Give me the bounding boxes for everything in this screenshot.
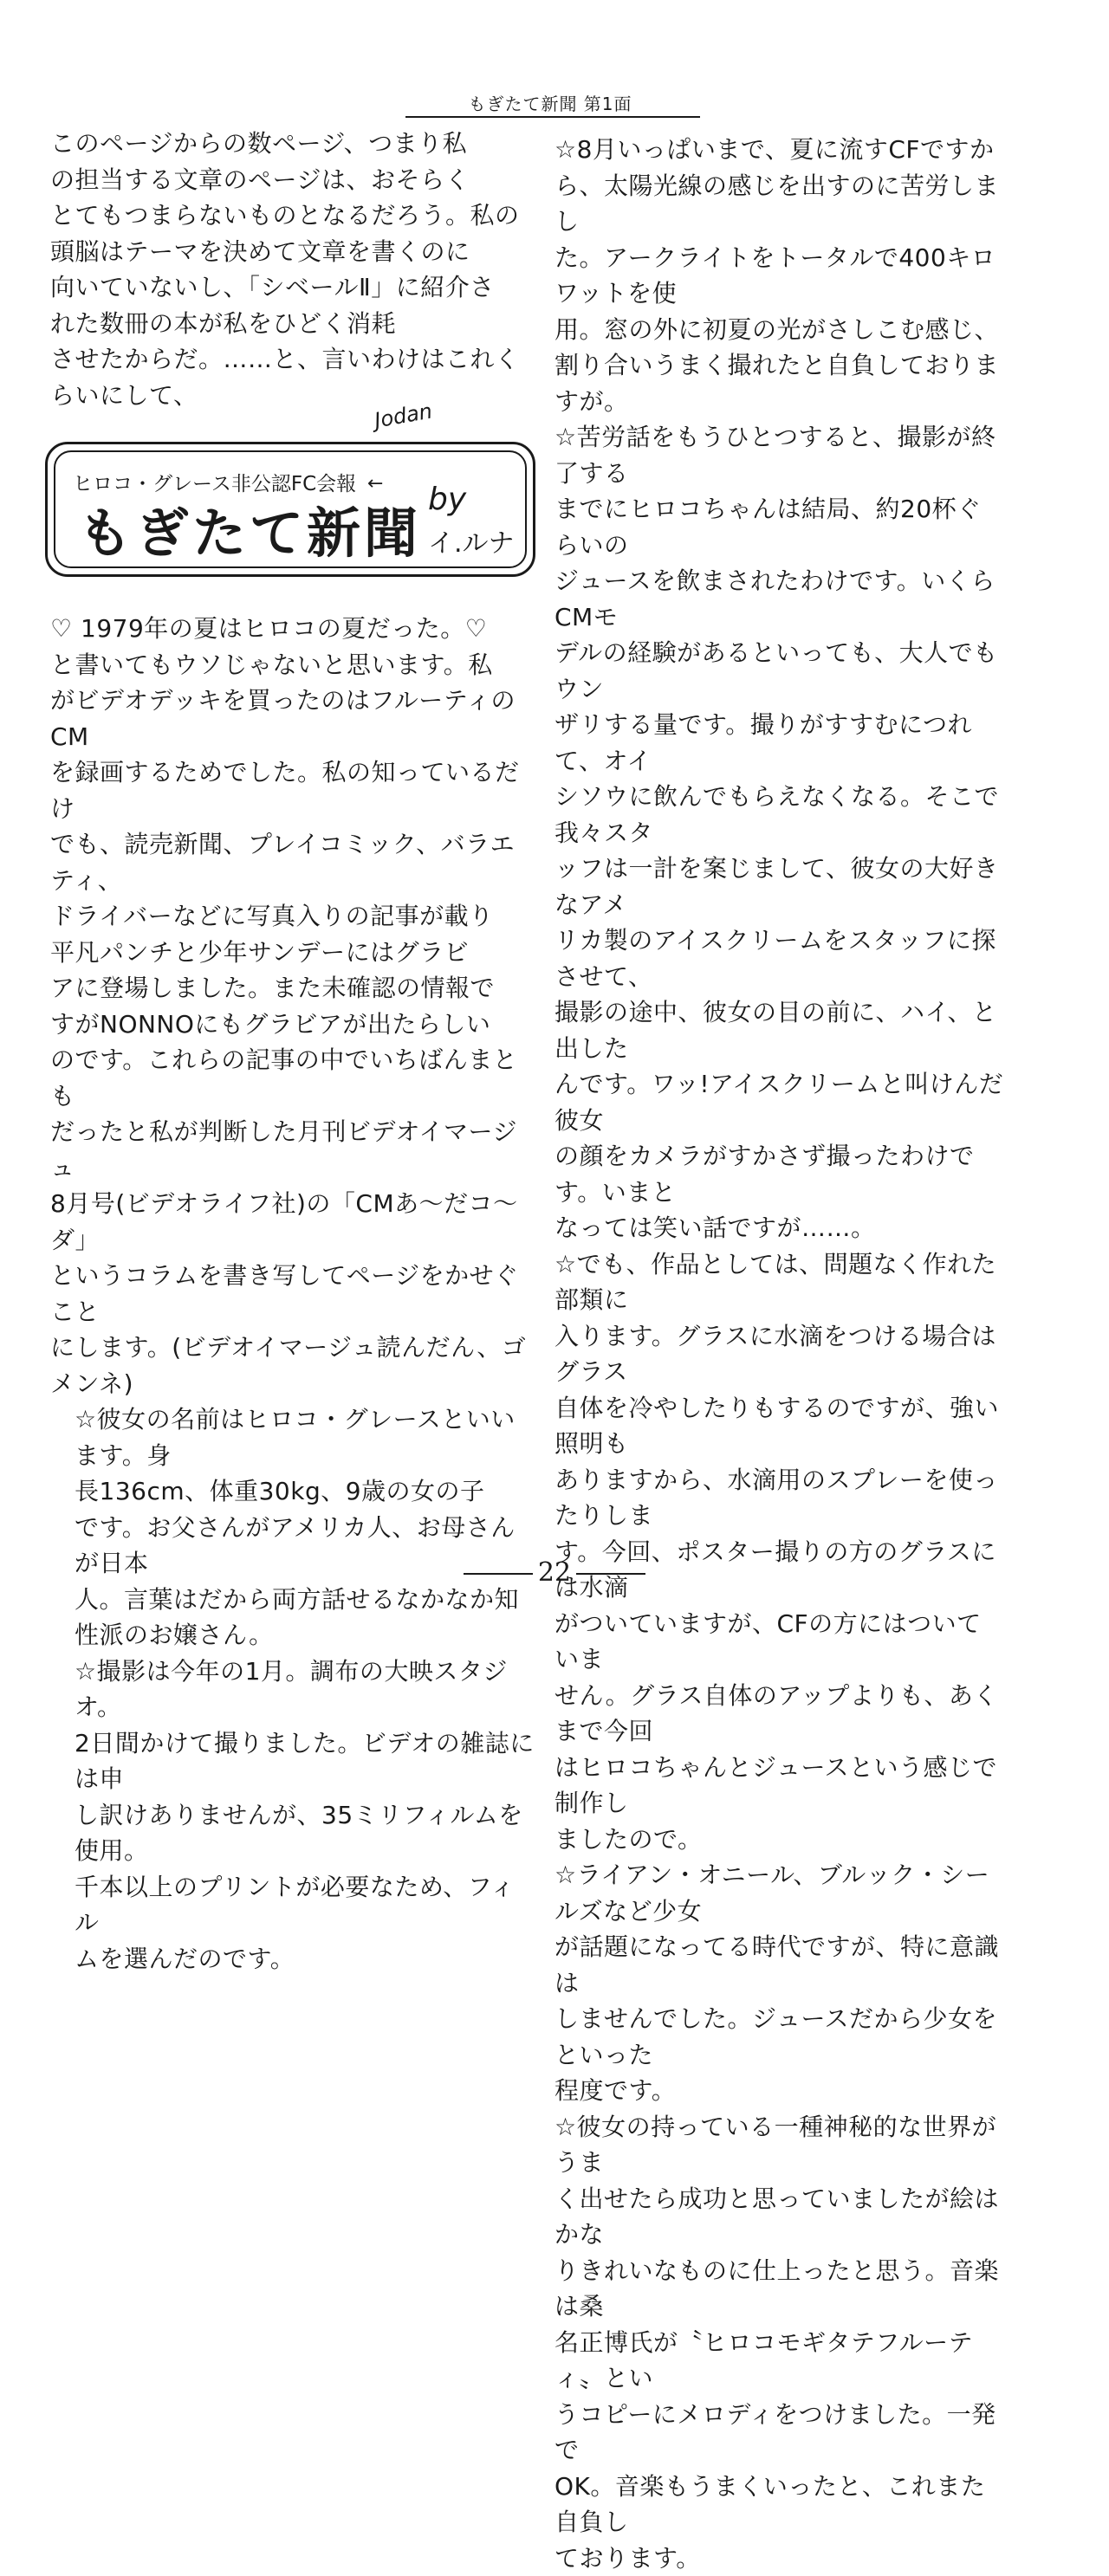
page-number: 22: [538, 1557, 571, 1588]
left-intro-text: [50, 126, 535, 413]
text-line: 程度です。: [554, 2073, 1005, 2109]
text-line: 向いていないし、「シベールⅡ」に紹介さ: [50, 269, 535, 306]
text-line: のです。これらの記事の中でいちばんまとも: [50, 1042, 535, 1114]
byline-by: by: [428, 482, 466, 517]
text-line: でも、読売新聞、プレイコミック、バラエティ、: [50, 826, 535, 898]
text-line: ましたので。: [554, 1822, 1005, 1858]
text-line: せん。グラス自体のアップよりも、あくまで今回: [554, 1678, 1005, 1750]
text-line: と書いてもウソじゃないと思います。私: [50, 647, 535, 683]
text-line: すがNONNOにもグラビアが出たらしい: [50, 1006, 535, 1043]
byline-author: イ.ルナ: [428, 521, 515, 560]
text-line: アに登場しました。また未確認の情報で: [50, 970, 535, 1006]
text-line: はヒロコちゃんとジュースという感じで制作し: [554, 1750, 1005, 1822]
text-line: ☆ライアン・オニール、ブルック・シールズなど少女: [554, 1857, 1005, 1929]
text-line: というコラムを書き写してページをかせぐこと: [50, 1258, 535, 1330]
text-line: を録画するためでした。私の知っているだけ: [50, 754, 535, 826]
text-line: 割り合いうまく撮れたと自負しておりますが。: [554, 347, 1005, 419]
footer-dash-left: [464, 1573, 533, 1575]
text-line: がついていますが、CFの方にはついていま: [554, 1606, 1005, 1678]
text-line: デルの経験があるといっても、大人でもウン: [554, 635, 1005, 707]
text-line: シソウに飲んでもらえなくなる。そこで我々スタ: [554, 779, 1005, 851]
right-column-text: [554, 132, 1005, 2576]
text-line: ☆8月いっぱいまで、夏に流すCFですか: [554, 132, 1005, 168]
text-line: までにヒロコちゃんは結局、約20杯ぐらいの: [554, 491, 1005, 563]
page-header: もぎたて新聞 第1面: [399, 90, 702, 115]
footer-dash-right: [576, 1573, 645, 1575]
text-line: 平凡パンチと少年サンデーにはグラビ: [50, 935, 535, 971]
text-line: し訳けありませんが、35ミリフィルムを使用。: [75, 1797, 535, 1869]
handwritten-annotation: Jodan: [373, 398, 434, 432]
text-line: 頭脳はテーマを決めて文章を書くのに: [50, 234, 535, 270]
newsletter-subtitle: ヒロコ・グレース非公認FC会報: [73, 468, 356, 496]
text-line: た。アークライトをトータルで400キロワットを使: [554, 240, 1005, 312]
text-line: 8月号(ビデオライフ社)の「CMあ～だコ～ダ」: [50, 1186, 535, 1258]
text-line: ジュースを飲まされたわけです。いくらCMモ: [554, 563, 1005, 635]
text-line: ☆彼女の名前はヒロコ・グレースといいます。身: [75, 1401, 535, 1473]
text-line: しませんでした。ジュースだから少女をといった: [554, 2001, 1005, 2073]
header-underline: [405, 116, 700, 118]
text-line: 名正博氏が〝ヒロコモギタテフルーティ〟とい: [554, 2325, 1005, 2397]
text-line: 人。言葉はだから両方話せるなかなか知: [75, 1582, 535, 1618]
text-line: だったと私が判断した月刊ビデオイマージュ: [50, 1114, 535, 1186]
text-line: らいにして、: [50, 378, 535, 414]
text-line: りきれいなものに仕上ったと思う。音楽は桑: [554, 2253, 1005, 2325]
text-line: の担当する文章のページは、おそらく: [50, 162, 535, 198]
text-line: 入ります。グラスに水滴をつける場合はグラス: [554, 1318, 1005, 1390]
text-line: ☆撮影は今年の1月。調布の大映スタジオ。: [75, 1654, 535, 1725]
text-line: 自体を冷やしたりもするのですが、強い照明も: [554, 1390, 1005, 1462]
text-line: 性派のお嬢さん。: [75, 1617, 535, 1654]
text-line: ております。: [554, 2540, 1005, 2576]
text-line: ☆苦労話をもうひとつすると、撮影が終了する: [554, 419, 1005, 491]
text-line: の顔をカメラがすかさず撮ったわけです。いまと: [554, 1138, 1005, 1210]
text-line: ☆でも、作品としては、問題なく作れた部類に: [554, 1246, 1005, 1318]
text-line: す。今回、ポスター撮りの方のグラスには水滴: [554, 1534, 1005, 1606]
text-line: OK。音楽もうまくいったと、これまた自負し: [554, 2469, 1005, 2540]
text-line: このページからの数ページ、つまり私: [50, 126, 535, 162]
left-body-text: [50, 611, 535, 1977]
text-line: 撮影の途中、彼女の目の前に、ハイ、と出した: [554, 994, 1005, 1066]
text-line: 2日間かけて撮りました。ビデオの雑誌には申: [75, 1725, 535, 1797]
text-line: リカ製のアイスクリームをスタッフに探させて、: [554, 922, 1005, 994]
newsletter-title-box: [45, 442, 535, 577]
text-line: ドライバーなどに写真入りの記事が載り: [50, 898, 535, 935]
title-box-inner-border: [54, 450, 527, 568]
text-line: ら、太陽光線の感じを出すのに苦労しまし: [554, 168, 1005, 240]
text-line: うコピーにメロディをつけました。一発で: [554, 2397, 1005, 2469]
text-line: れた数冊の本が私をひどく消耗: [50, 306, 535, 342]
text-line: が話題になってる時代ですが、特に意識は: [554, 1929, 1005, 2001]
quoted-column-text: [50, 1401, 535, 1977]
text-line: く出せたら成功と思っていましたが絵はかな: [554, 2181, 1005, 2253]
text-line: とてもつまらないものとなるだろう。私の: [50, 197, 535, 234]
text-line: ありますから、水滴用のスプレーを使ったりしま: [554, 1462, 1005, 1534]
text-line: です。お父さんがアメリカ人、お母さんが日本: [75, 1510, 535, 1582]
page-number-footer: [373, 1557, 736, 1588]
text-line: んです。ワッ!アイスクリームと叫けんだ彼女: [554, 1066, 1005, 1138]
text-line: ムを選んだのです。: [75, 1941, 535, 1977]
arrow-icon: ←: [367, 473, 383, 495]
text-line: ♡ 1979年の夏はヒロコの夏だった。♡: [50, 611, 535, 647]
text-line: がビデオデッキを買ったのはフルーティのCM: [50, 683, 535, 754]
text-line: ザリする量です。撮りがすすむにつれて、オイ: [554, 707, 1005, 779]
text-line: 用。窓の外に初夏の光がさしこむ感じ、: [554, 312, 1005, 348]
text-line: なっては笑い話ですが……。: [554, 1210, 1005, 1246]
text-line: 千本以上のプリントが必要なため、フィル: [75, 1869, 535, 1941]
text-line: にします。(ビデオイマージュ読んだん、ゴメンネ): [50, 1330, 535, 1401]
text-line: させたからだ。……と、言いわけはこれく: [50, 341, 535, 378]
newsletter-title: もぎたて新聞: [78, 502, 421, 565]
text-line: ☆彼女の持っている一種神秘的な世界がうま: [554, 2109, 1005, 2181]
text-line: 長136cm、体重30kg、9歳の女の子: [75, 1473, 535, 1510]
text-line: ッフは一計を案じまして、彼女の大好きなアメ: [554, 851, 1005, 922]
